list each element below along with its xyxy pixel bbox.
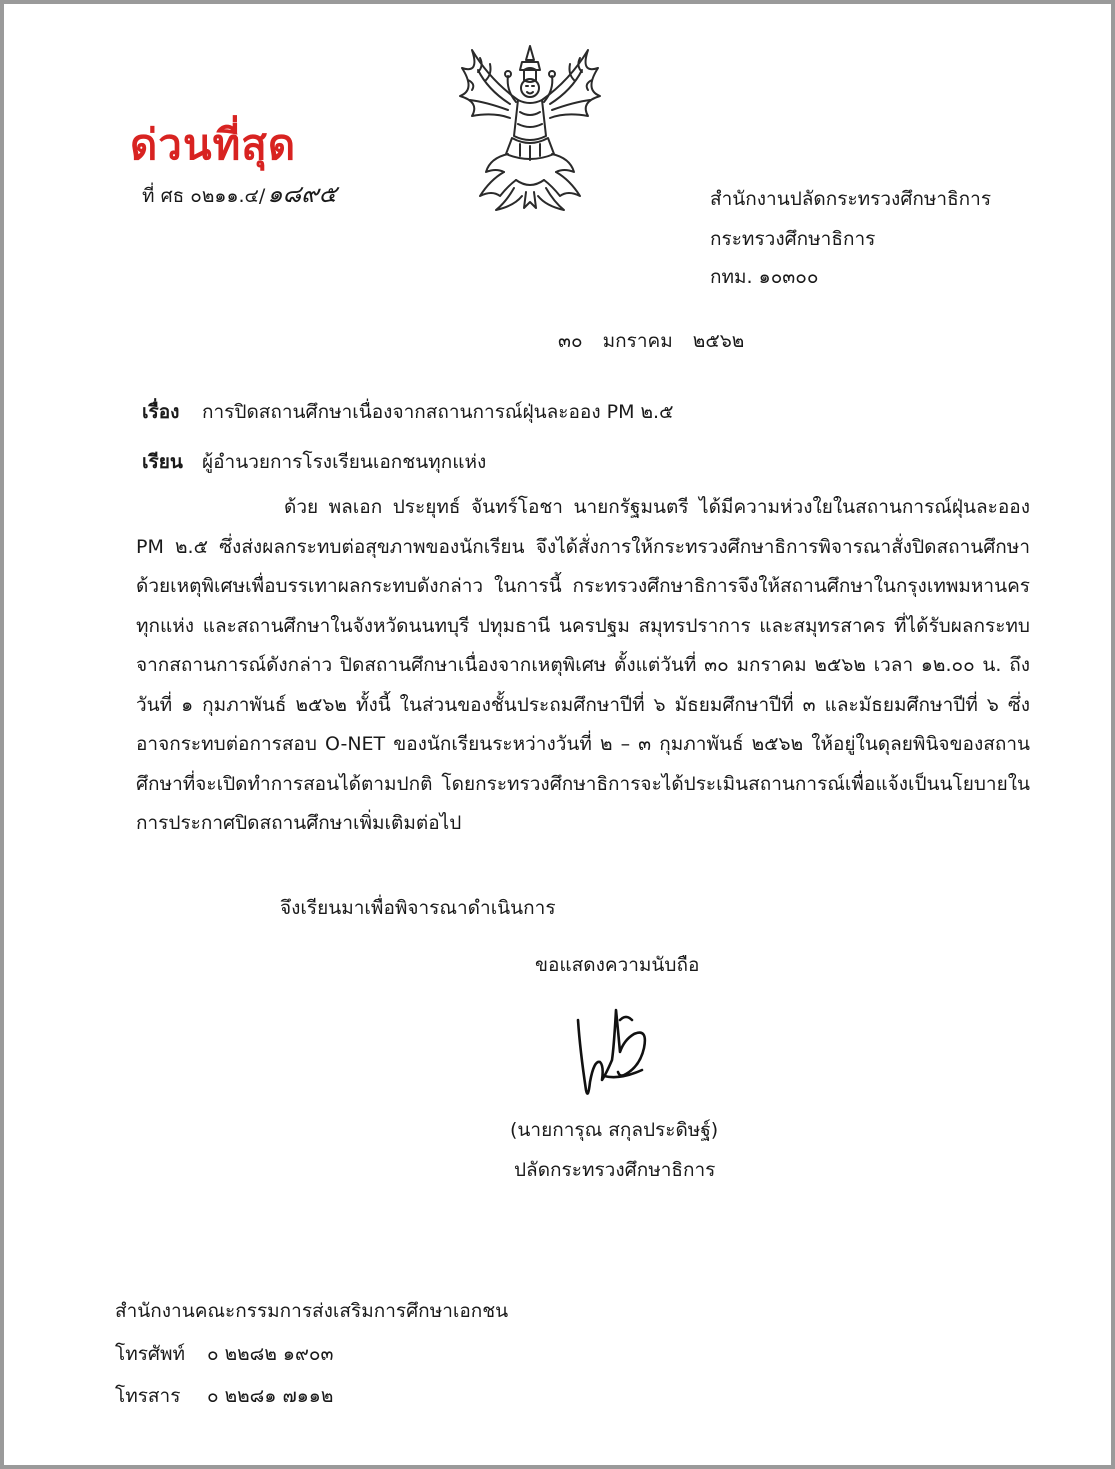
garuda-emblem-icon bbox=[450, 40, 610, 216]
closing-regards: ขอแสดงความนับถือ bbox=[535, 954, 700, 976]
fax-number: ๐ ๒๒๘๑ ๗๑๑๒ bbox=[207, 1385, 334, 1407]
signer-title: ปลัดกระทรวงศึกษาธิการ bbox=[514, 1159, 716, 1181]
closing-request: จึงเรียนมาเพื่อพิจารณาดำเนินการ bbox=[280, 897, 556, 919]
signer-name: (นายการุณ สกุลประดิษฐ์) bbox=[510, 1119, 719, 1141]
letter-body: ด้วย พลเอก ประยุทธ์ จันทร์โอชา นายกรัฐมนตรี ได้มีความห่วงใยในสถานการณ์ฝุ่นละออง PM ๒.๕ ซึ่งส่งผลกระทบต่อสุขภาพของนักเรียน จึงได้สั่งการให้กระทรวงศึกษาธิการพิจารณาสั่งปิดสถานศึกษาด้วยเหตุพิเศษเพื่อบรรเทาผลกระทบดังกล่าว ในการนี้ กระทรวงศึกษาธิการจึงให้สถานศึกษาในกรุงเทพมหานครทุกแห่ง และสถานศึกษาในจังหวัดนนทบุรี ปทุมธานี นครปฐม สมุทรปราการ และสมุทรสาคร ที่ได้รับผลกระทบจากสถานการณ์ดังกล่าว ปิดสถานศึกษาเนื่องจากเหตุพิเศษ ตั้งแต่วันที่ ๓๐ มกราคม ๒๕๖๒ เวลา ๑๒.๐๐ น. ถึงวันที่ ๑ กุมภาพันธ์ ๒๕๖๒ ทั้งนี้ ในส่วนของชั้นประถมศึกษาปีที่ ๖ มัธยมศึกษาปีที่ ๓ และมัธยมศึกษาปีที่ ๖ ซึ่งอาจกระทบต่อการสอบ O-NET ของนักเรียนระหว่างวันที่ ๒ – ๓ กุมภาพันธ์ ๒๕๖๒ ให้อยู่ในดุลยพินิจของสถานศึกษาที่จะเปิดทำการสอนได้ตามปกติ โดยกระทรวงศึกษาธิการจะได้ประเมินสถานการณ์เพื่อแจ้งเป็นนโยบายในการประกาศปิดสถานศึกษาเพิ่มเติมต่อไป bbox=[136, 496, 1030, 834]
subject-text: การปิดสถานศึกษาเนื่องจากสถานการณ์ฝุ่นละออง PM ๒.๕ bbox=[202, 401, 674, 423]
fax-label: โทรสาร bbox=[115, 1385, 181, 1407]
office-ministry: กระทรวงศึกษาธิการ bbox=[710, 228, 876, 250]
footer-phone bbox=[115, 1339, 333, 1369]
signature-icon bbox=[560, 990, 680, 1110]
footer-fax bbox=[115, 1381, 333, 1411]
letter-date: ๓๐ มกราคม ๒๕๖๒ bbox=[558, 330, 745, 352]
phone-label: โทรศัพท์ bbox=[115, 1343, 186, 1365]
reference-handwritten-number: ๑๘๙๕ bbox=[267, 180, 337, 208]
phone-number: ๐ ๒๒๘๒ ๑๙๐๓ bbox=[207, 1343, 334, 1365]
urgency-stamp: ด่วนที่สุด bbox=[130, 120, 297, 169]
footer-department: สำนักงานคณะกรรมการส่งเสริมการศึกษาเอกชน bbox=[115, 1300, 509, 1322]
subject-label: เรื่อง bbox=[142, 401, 180, 423]
office-address: กทม. ๑๐๓๐๐ bbox=[710, 266, 819, 288]
recipient-text: ผู้อำนวยการโรงเรียนเอกชนทุกแห่ง bbox=[202, 451, 487, 473]
recipient-label: เรียน bbox=[142, 451, 183, 473]
office-name: สำนักงานปลัดกระทรวงศึกษาธิการ bbox=[710, 188, 992, 210]
reference-prefix: ที่ ศธ ๐๒๑๑.๔/ bbox=[142, 185, 266, 207]
reference-number bbox=[142, 174, 337, 213]
